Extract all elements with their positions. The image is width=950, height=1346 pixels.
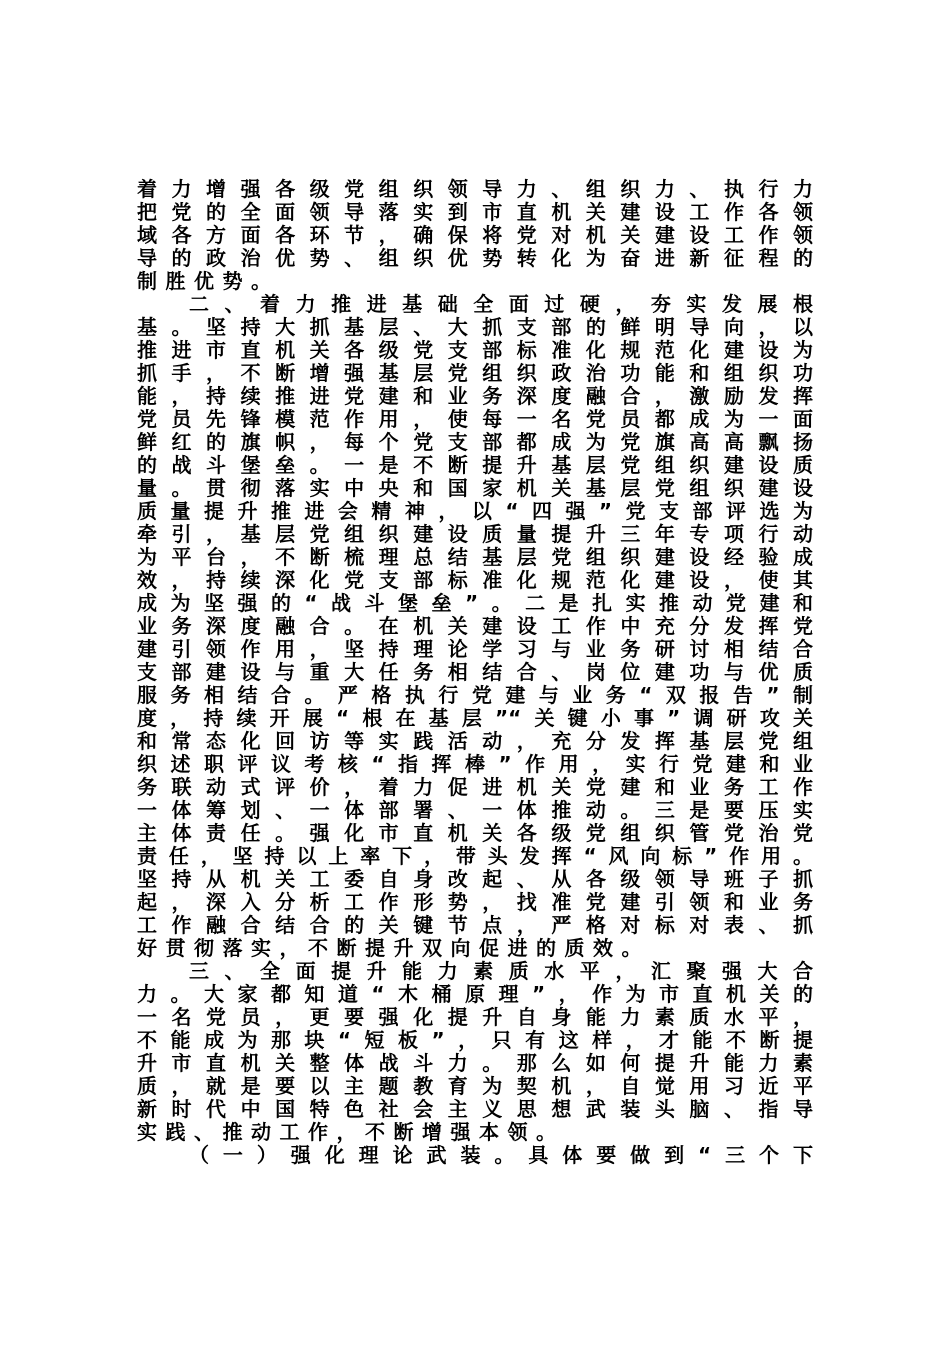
text-line-39: 升市直机关整体战斗力。那么如何提升能力素 [137, 1051, 813, 1075]
text-line-41: 新时代中国特色社会主义思想武装头脑、指导 [137, 1097, 813, 1121]
text-line-19: 成为坚强的“战斗堡垒”。二是扎实推动党建和 [137, 591, 813, 615]
section-heading-2: 二、着力推进基础全面过硬，夯实发展根 [189, 292, 813, 316]
text-line-42: 实践、推动工作，不断增强本领。 [137, 1120, 565, 1144]
text-line-36: 力。大家都知道“木桶原理”，作为市直机关的 [137, 982, 813, 1006]
text-line-29: 主体责任。强化市直机关各级党组织管党治党 [137, 821, 813, 845]
text-line-12: 鲜红的旗帜，每个党支部都成为党旗高高飘扬 [137, 430, 813, 454]
text-line-38: 不能成为那块“短板”，只有这样，才能不断提 [137, 1028, 813, 1052]
text-line-24: 度，持续开展“根在基层”“关键小事”调研攻关 [137, 706, 813, 730]
text-line-26: 织述职评议考核“指挥棒”作用，实行党建和业 [137, 752, 813, 776]
text-line-14: 量。贯彻落实中央和国家机关基层党组织建设 [137, 476, 813, 500]
text-line-22: 支部建设与重大任务相结合、岗位建功与优质 [137, 660, 813, 684]
text-line-40: 质，就是要以主题教育为契机，自觉用习近平 [137, 1074, 813, 1098]
text-line-23: 服务相结合。严格执行党建与业务“双报告”制 [137, 683, 813, 707]
text-line-1: 着力增强各级党组织领导力、组织力、执行力 [137, 177, 813, 201]
text-line-9: 抓手，不断增强基层党组织政治功能和组织功 [137, 361, 813, 385]
text-line-30: 责任，坚持以上率下，带头发挥“风向标”作用。 [137, 844, 813, 868]
text-line-11: 党员先锋模范作用，使每一名党员都成为一面 [137, 407, 813, 431]
text-line-27: 务联动式评价，着力促进机关党建和业务工作 [137, 775, 813, 799]
subsection-heading-1: （一）强化理论武装。具体要做到“三个下 [189, 1143, 813, 1167]
text-line-25: 和常态化回访等实践活动，充分发挥基层党组 [137, 729, 813, 753]
text-line-16: 牵引，基层党组织建设质量提升三年专项行动 [137, 522, 813, 546]
body-text [137, 178, 813, 1167]
text-line-34: 好贯彻落实，不断提升双向促进的质效。 [137, 936, 650, 960]
text-line-21: 建引领作用，坚持理论学习与业务研讨相结合 [137, 637, 813, 661]
text-line-4: 导的政治优势、组织优势转化为奋进新征程的 [137, 246, 813, 270]
text-line-5: 制胜优势。 [137, 269, 280, 293]
text-line-10: 能，持续推进党建和业务深度融合，激励发挥 [137, 384, 813, 408]
text-line-33: 工作融合结合的关键节点，严格对标对表、抓 [137, 913, 813, 937]
text-line-32: 起，深入分析工作形势，找准党建引领和业务 [137, 890, 813, 914]
text-line-20: 业务深度融合。在机关建设工作中充分发挥党 [137, 614, 813, 638]
text-line-31: 坚持从机关工委自身改起、从各级领导班子抓 [137, 867, 813, 891]
text-line-37: 一名党员，更要强化提升自身能力素质水平， [137, 1005, 813, 1029]
text-line-18: 效，持续深化党支部标准化规范化建设，使其 [137, 568, 813, 592]
text-line-28: 一体筹划、一体部署、一体推动。三是要压实 [137, 798, 813, 822]
text-line-15: 质量提升推进会精神，以“四强”党支部评选为 [137, 499, 813, 523]
text-line-7: 基。坚持大抓基层、大抓支部的鲜明导向，以 [137, 315, 813, 339]
text-line-2: 把党的全面领导落实到市直机关建设工作各领 [137, 200, 813, 224]
section-heading-3: 三、全面提升能力素质水平，汇聚强大合 [189, 959, 813, 983]
text-line-13: 的战斗堡垒。一是不断提升基层党组织建设质 [137, 453, 813, 477]
text-line-17: 为平台，不断梳理总结基层党组织建设经验成 [137, 545, 813, 569]
text-line-3: 域各方面各环节，确保将党对机关建设工作领 [137, 223, 813, 247]
text-line-8: 推进市直机关各级党支部标准化规范化建设为 [137, 338, 813, 362]
